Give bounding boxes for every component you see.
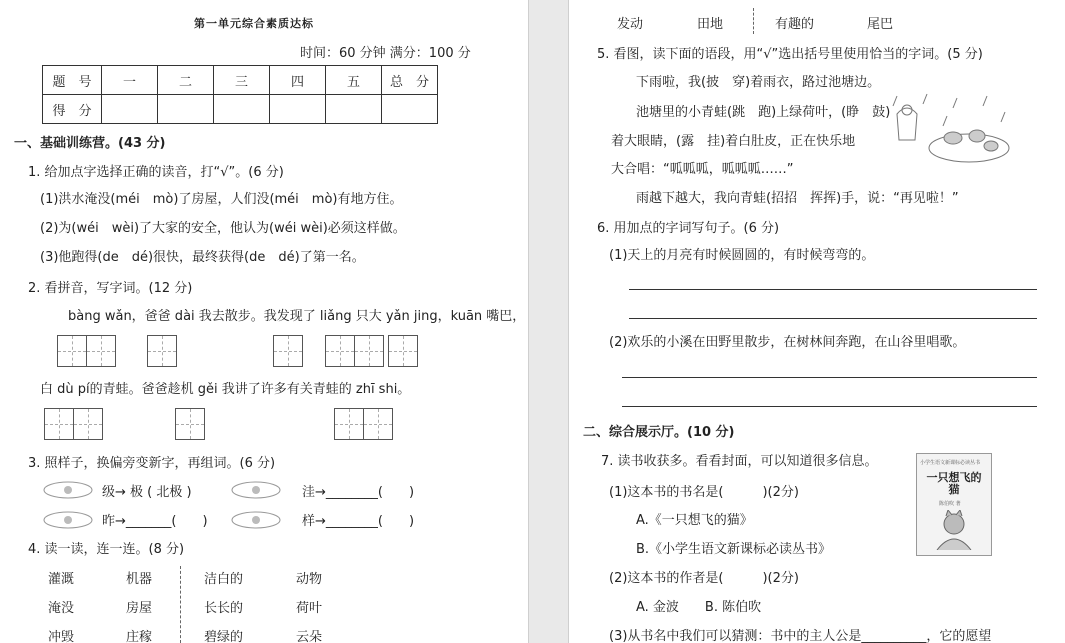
writing-grid[interactable] [325,335,384,367]
book-cover-image [916,453,992,556]
example-item: 级→ 极 ( 北极 ) [102,485,192,500]
score-cell: 二 [158,66,214,95]
match-word[interactable]: 云朵 [296,630,323,643]
question-7-stem: 7. 读书收获多。看看封面，可以知道很多信息。 [601,454,878,469]
left-page [0,0,529,643]
match-word[interactable]: 田地 [697,17,724,32]
score-input-cell[interactable] [270,95,326,124]
question-5-stem: 5. 看图，读下面的语段，用“√”选出括号里使用恰当的字词。(5 分) [597,47,983,62]
answer-line[interactable] [629,289,1037,290]
match-word[interactable]: 碧绿的 [204,630,244,643]
match-word[interactable]: 有趣的 [775,17,815,32]
answer-line[interactable] [622,377,1037,378]
match-word[interactable]: 长长的 [204,601,244,616]
question-1-sentence: (3)他跑得(de dé)很快，最终获得(de dé)了第一名。 [40,250,365,265]
passage-line: 池塘里的小青蛙(跳 跑)上绿荷叶，(睁 鼓) [636,105,891,120]
score-input-cell[interactable] [102,95,158,124]
writing-grid[interactable] [57,335,116,367]
question-1-stem: 1. 给加点字选择正确的读音，打“√”。(6 分) [28,165,284,180]
passage-line: 下雨啦，我(披 穿)着雨衣，路过池塘边。 [636,75,881,90]
score-cell: 总 分 [382,66,438,95]
answer-option[interactable]: A. 金波 B. 陈伯吹 [636,600,762,615]
match-word[interactable]: 尾巴 [867,17,894,32]
exam-meta: 时间：60 分钟 满分：100 分 [300,46,471,61]
match-word[interactable]: 荷叶 [296,601,323,616]
match-word[interactable]: 庄稼 [126,630,153,643]
book-author-text: 陈伯吹 著 [939,501,961,507]
score-cell: 三 [214,66,270,95]
writing-grid[interactable] [44,408,103,440]
flower-decoration-icon [42,510,94,530]
right-page [568,0,1065,643]
answer-option[interactable]: B.《小学生语文新课标必读丛书》 [636,542,832,557]
answer-line[interactable] [629,318,1037,319]
book-series-text: 小学生语文新课标必读丛书 [920,460,981,466]
section-heading: 二、综合展示厅。(10 分) [583,425,735,440]
score-table-header-row [43,66,438,95]
question-3-stem: 3. 照样子，换偏旁变新字，再组词。(6 分) [28,456,276,471]
match-word[interactable]: 房屋 [126,601,153,616]
column-divider [180,566,181,643]
match-word[interactable]: 洁白的 [204,572,244,587]
score-cell: 五 [326,66,382,95]
score-input-cell[interactable] [382,95,438,124]
score-table-score-row [43,95,438,124]
match-word[interactable]: 淹没 [48,601,75,616]
rain-frog-illustration [887,92,1011,172]
answer-line[interactable] [622,406,1037,407]
model-sentence: (1)天上的月亮有时候圆圆的，有时候弯弯的。 [609,248,875,263]
match-word[interactable]: 机器 [126,572,153,587]
section-heading: 一、基础训练营。(43 分) [14,136,166,151]
page-title: 第一单元综合素质达标 [194,17,314,30]
book-title-text: 一只想飞的猫 [926,471,982,496]
writing-grid[interactable] [147,335,177,367]
match-word[interactable]: 冲毁 [48,630,75,643]
pinyin-line: bàng wǎn，爸爸 dài 我去散步。我发现了 liǎng 只大 yǎn jing，kuān 嘴巴， [68,309,526,324]
score-cell: 得 分 [43,95,102,124]
cat-illustration-icon [927,510,981,550]
sub-question[interactable]: (3)从书名中我们可以猜测：书中的主人公是__________，它的愿望 [609,629,992,643]
flower-decoration-icon [230,510,282,530]
match-word[interactable]: 动物 [296,572,323,587]
question-1-sentence: (1)洪水淹没(méi mò)了房屋，人们没(méi mò)有地方住。 [40,192,403,207]
answer-item[interactable]: 样→________( ) [302,514,415,529]
score-input-cell[interactable] [214,95,270,124]
flower-decoration-icon [230,480,282,500]
writing-grid[interactable] [388,335,418,367]
passage-line: 着大眼睛，(露 挂)着白肚皮，正在快乐地 [611,134,856,149]
writing-grid[interactable] [273,335,303,367]
score-cell: 题 号 [43,66,102,95]
answer-item[interactable]: 昨→_______( ) [102,514,208,529]
question-6-stem: 6. 用加点的字词写句子。(6 分) [597,221,780,236]
pinyin-line: 白 dù pí的青蛙。爸爸趁机 gěi 我讲了许多有关青蛙的 zhī shi。 [40,382,411,397]
score-cell: 四 [270,66,326,95]
column-divider [753,8,754,34]
question-4-stem: 4. 读一读，连一连。(8 分) [28,542,185,557]
score-cell: 一 [102,66,158,95]
match-word[interactable]: 灌溉 [48,572,75,587]
passage-line: 大合唱：“呱呱呱，呱呱呱……” [611,162,794,177]
question-2-stem: 2. 看拼音，写字词。(12 分) [28,281,193,296]
score-table [42,65,438,124]
match-word[interactable]: 发动 [617,17,644,32]
flower-decoration-icon [42,480,94,500]
sub-question[interactable]: (2)这本书的作者是( )(2分) [609,571,799,586]
score-input-cell[interactable] [326,95,382,124]
sub-question[interactable]: (1)这本书的书名是( )(2分) [609,485,799,500]
model-sentence: (2)欢乐的小溪在田野里散步，在树林间奔跑，在山谷里唱歌。 [609,335,966,350]
answer-option[interactable]: A.《一只想飞的猫》 [636,513,753,528]
writing-grid[interactable] [334,408,393,440]
score-input-cell[interactable] [158,95,214,124]
passage-line: 雨越下越大，我向青蛙(招招 挥挥)手，说：“再见啦！” [636,191,959,206]
writing-grid[interactable] [175,408,205,440]
question-1-sentence: (2)为(wéi wèi)了大家的安全，他认为(wéi wèi)必须这样做。 [40,221,406,236]
answer-item[interactable]: 洼→________( ) [302,485,415,500]
